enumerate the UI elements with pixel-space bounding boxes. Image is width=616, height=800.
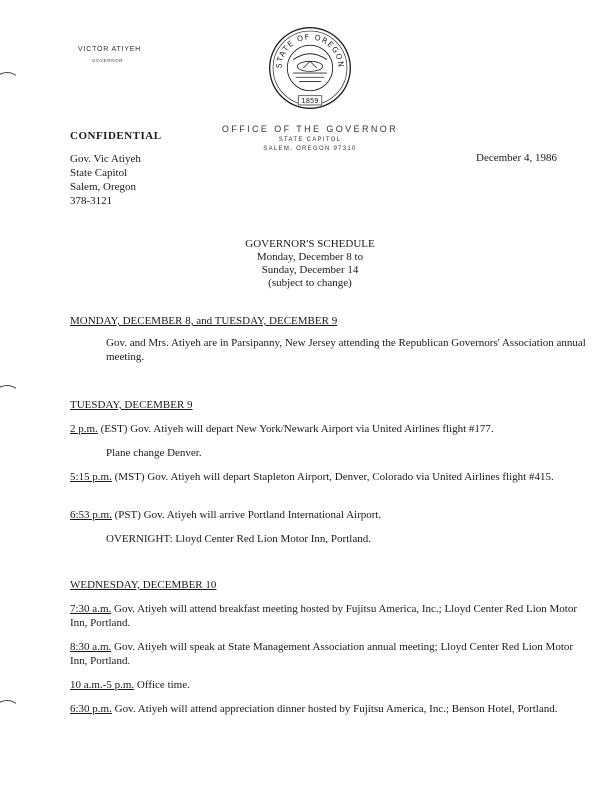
entry-time: 5:15 p.m. — [70, 471, 112, 483]
entry-text: (PST) Gov. Atiyeh will arrive Portland International Airport. — [111, 509, 382, 521]
address-line: 378-3121 — [70, 195, 113, 207]
document-date: December 4, 1986 — [476, 152, 557, 164]
entry-time: 6:30 p.m. — [70, 703, 112, 715]
governor-title: GOVERNOR — [92, 58, 124, 63]
schedule-entry — [70, 508, 590, 522]
entry-time: 6:53 p.m. — [70, 509, 112, 521]
schedule-entry — [70, 422, 590, 436]
confidential-label: CONFIDENTIAL — [70, 130, 162, 142]
seal-text: STATE OF OREGON — [274, 32, 346, 69]
office-name: OFFICE OF THE GOVERNOR — [221, 124, 399, 134]
schedule-entry — [70, 470, 590, 484]
office-letterhead — [210, 124, 410, 152]
schedule-range-end: Sunday, December 14 — [261, 264, 359, 276]
entry-text: Gov. Atiyeh will attend breakfast meeting hosted by Fujitsu America, Inc.; Lloyd Center Red Lion Motor Inn, Portland. — [70, 603, 578, 629]
punch-hole — [0, 382, 26, 419]
address-line: Salem, Oregon — [70, 181, 136, 193]
schedule-note: OVERNIGHT: Lloyd Center Red Lion Motor Inn, Portland. — [106, 533, 371, 545]
section-heading: MONDAY, DECEMBER 8, and TUESDAY, DECEMBER 9 — [70, 315, 338, 327]
sender-address — [70, 152, 141, 208]
section-heading: TUESDAY, DECEMBER 9 — [70, 399, 193, 411]
schedule-entry — [70, 702, 590, 716]
punch-hole — [0, 69, 26, 106]
svg-text:STATE OF OREGON — [274, 32, 345, 68]
schedule-note: Plane change Denver. — [106, 447, 202, 459]
entry-time: 2 p.m. — [70, 423, 98, 435]
office-building: STATE CAPITOL — [278, 137, 342, 143]
entry-text: Gov. Atiyeh will speak at State Management Association annual meeting; Lloyd Center Red Lion Motor Inn, Portland. — [70, 641, 574, 667]
entry-time: 10 a.m.-5 p.m. — [70, 679, 135, 691]
schedule-title: GOVERNOR'S SCHEDULE — [245, 238, 375, 250]
address-line: State Capitol — [70, 167, 128, 179]
schedule-disclaimer: (subject to change) — [268, 277, 352, 289]
entry-text: (EST) Gov. Atiyeh will depart New York/Newark Airport via United Airlines flight #177. — [97, 423, 494, 435]
schedule-heading — [190, 238, 430, 290]
state-seal-icon — [268, 26, 352, 110]
punch-hole — [0, 697, 26, 734]
entry-text: Gov. Atiyeh will attend appreciation dinner hosted by Fujitsu America, Inc.; Benson Hotel, Portland. — [111, 703, 558, 715]
schedule-entry — [70, 678, 590, 692]
office-city: SALEM, OREGON 97310 — [263, 146, 357, 152]
address-line: Gov. Vic Atiyeh — [70, 153, 141, 165]
governor-name: VICTOR ATIYEH — [78, 46, 142, 53]
seal-year: 1859 — [301, 96, 319, 105]
schedule-entry — [70, 602, 590, 630]
schedule-range-start: Monday, December 8 to — [256, 251, 364, 263]
section-note: Gov. and Mrs. Atiyeh are in Parsipanny, New Jersey attending the Republican Governors' Association annual meeting. — [106, 337, 586, 363]
entry-time: 7:30 a.m. — [70, 603, 112, 615]
entry-text: (MST) Gov. Atiyeh will depart Stapleton Airport, Denver, Colorado via United Airlines flight #415. — [111, 471, 554, 483]
section-heading: WEDNESDAY, DECEMBER 10 — [70, 579, 217, 591]
entry-text: Office time. — [134, 679, 190, 691]
schedule-entry — [70, 640, 590, 668]
entry-time: 8:30 a.m. — [70, 641, 112, 653]
